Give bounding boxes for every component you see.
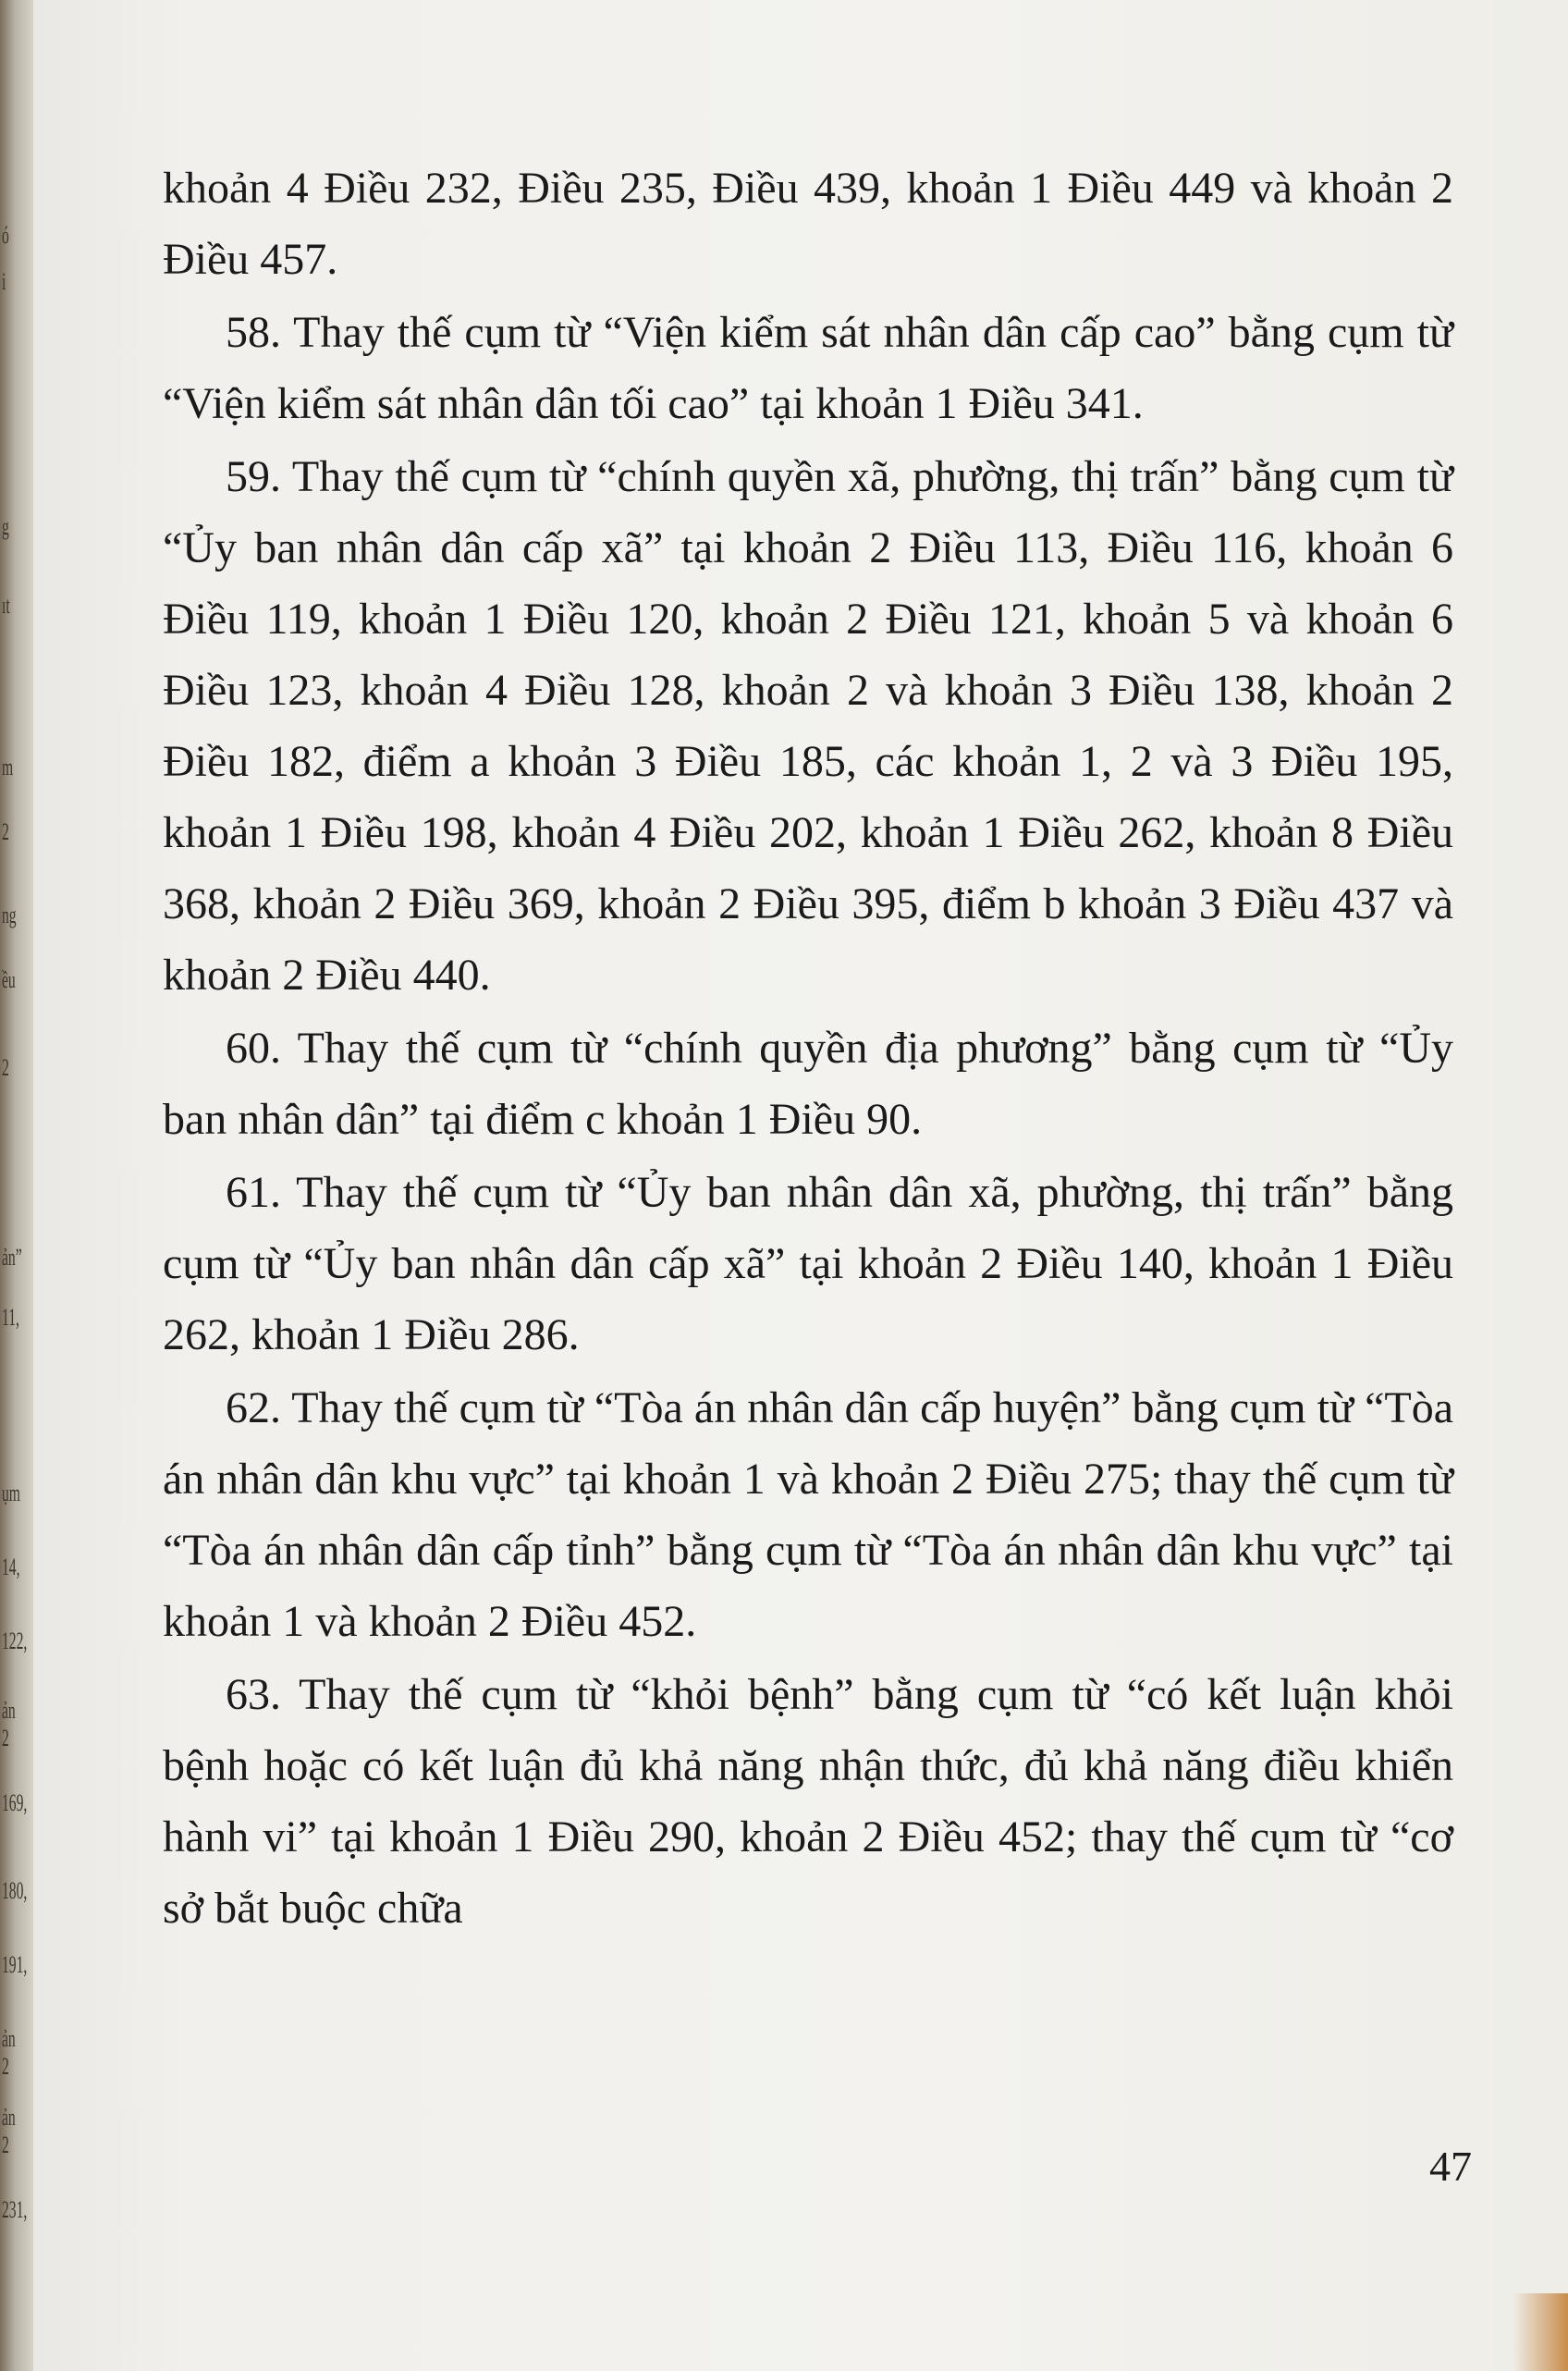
prev-page-fragment: ụm	[2, 1480, 20, 1506]
prev-page-fragment: ıt	[2, 592, 10, 619]
prev-page-fragment: ản”	[2, 1244, 22, 1271]
paragraph-continuation: khoản 4 Điều 232, Điều 235, Điều 439, khoản 1 Điều 449 và khoản 2 Điều 457.	[163, 164, 1453, 284]
prev-page-fragment: 2	[2, 818, 9, 845]
prev-page-fragment: 231,	[2, 2196, 28, 2223]
prev-page-fragment: ó	[2, 222, 9, 249]
paragraph-62: 62. Thay thế cụm từ “Tòa án nhân dân cấp huyện” bằng cụm từ “Tòa án nhân dân khu vực” tại khoản 1 và khoản 2 Điều 275; thay thế cụm từ “Tòa án nhân dân cấp tỉnh” bằng cụm từ “Tòa án nhân dân khu vực” tại khoản 1 và khoản 2 Điều 452.	[163, 1383, 1453, 1646]
prev-page-fragment: 191,	[2, 1951, 28, 1978]
page-body	[163, 153, 1453, 1944]
prev-page-fragment: ản 2	[2, 2025, 16, 2080]
paragraph-60: 60. Thay thế cụm từ “chính quyền địa phương” bằng cụm từ “Ủy ban nhân dân” tại điểm c khoản 1 Điều 90.	[163, 1024, 1453, 1144]
book-page	[33, 0, 1568, 2371]
prev-page-fragment: 180,	[2, 1877, 28, 1904]
prev-page-fragment: 169,	[2, 1789, 28, 1816]
paragraph-59: 59. Thay thế cụm từ “chính quyền xã, phường, thị trấn” bằng cụm từ “Ủy ban nhân dân cấp xã” tại khoản 2 Điều 113, Điều 116, khoản 6 Điều 119, khoản 1 Điều 120, khoản 2 Điều 121, khoản 5 và khoản 6 Điều 123, khoản 4 Điều 128, khoản 2 và khoản 3 Điều 138, khoản 2 Điều 182, điểm a khoản 3 Điều 185, các khoản 1, 2 và 3 Điều 195, khoản 1 Điều 198, khoản 4 Điều 202, khoản 1 Điều 262, khoản 8 Điều 368, khoản 2 Điều 369, khoản 2 Điều 395, điểm b khoản 3 Điều 437 và khoản 2 Điều 440.	[163, 452, 1453, 1000]
previous-page-edge	[0, 0, 33, 2371]
paragraph-63: 63. Thay thế cụm từ “khỏi bệnh” bằng cụm từ “có kết luận khỏi bệnh hoặc có kết luận đủ khả năng nhận thức, đủ khả năng điều khiển hành vi” tại khoản 1 Điều 290, khoản 2 Điều 452; thay thế cụm từ “cơ sở bắt buộc chữa	[163, 1670, 1453, 1933]
prev-page-fragment: i	[2, 268, 6, 295]
prev-page-fragment: m	[2, 754, 14, 780]
prev-page-fragment: 14,	[2, 1554, 20, 1580]
prev-page-fragment: ản 2	[2, 1697, 16, 1751]
prev-page-fragment: 122,	[2, 1628, 28, 1654]
prev-page-fragment: g	[2, 513, 9, 540]
page-number: 47	[1429, 2143, 1472, 2190]
prev-page-fragment: ản 2	[2, 2104, 16, 2158]
table-background	[1513, 2293, 1568, 2371]
prev-page-fragment: ều	[2, 966, 16, 993]
prev-page-fragment: 2	[2, 1054, 9, 1081]
paragraph-61: 61. Thay thế cụm từ “Ủy ban nhân dân xã, phường, thị trấn” bằng cụm từ “Ủy ban nhân dân cấp xã” tại khoản 2 Điều 140, khoản 1 Điều 262, khoản 1 Điều 286.	[163, 1168, 1453, 1359]
paragraph-58: 58. Thay thế cụm từ “Viện kiểm sát nhân dân cấp cao” bằng cụm từ “Viện kiểm sát nhân dân tối cao” tại khoản 1 Điều 341.	[163, 308, 1453, 428]
prev-page-fragment: 11,	[2, 1304, 19, 1331]
prev-page-fragment: ng	[2, 902, 17, 928]
